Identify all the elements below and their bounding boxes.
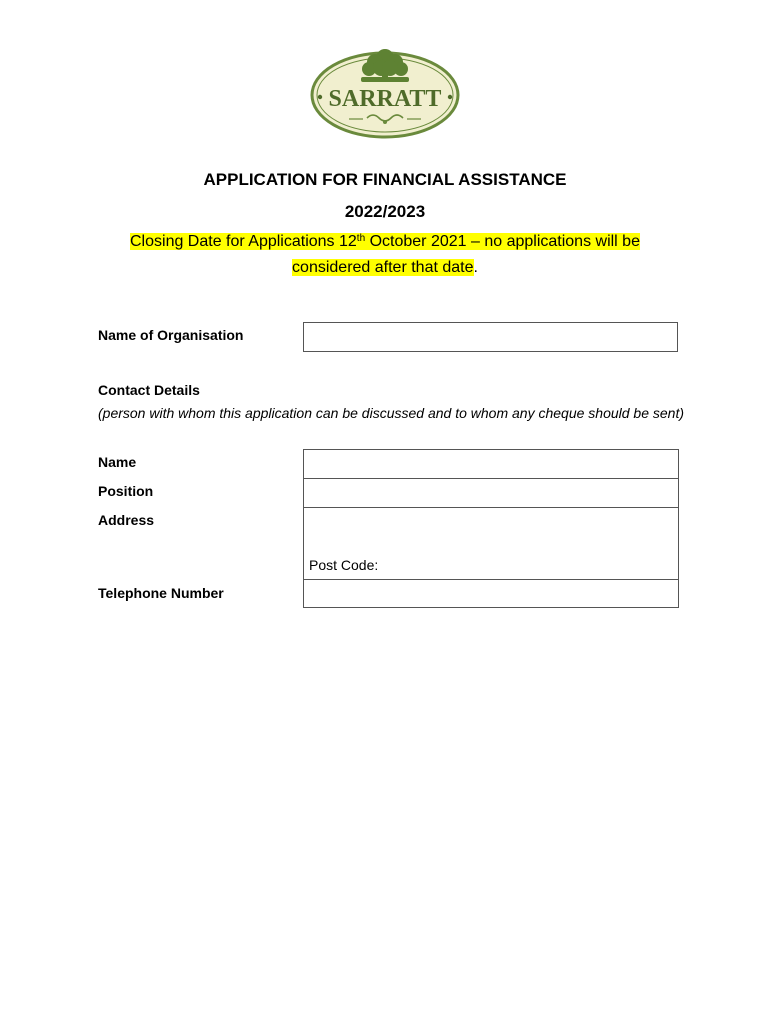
year-heading: 2022/2023: [344, 202, 426, 221]
telephone-label: Telephone Number: [98, 585, 224, 601]
contact-details-note: (person with whom this application can be discussed and to whom any cheque should be sent): [98, 405, 685, 421]
logo-text: SARRATT: [328, 86, 442, 112]
postcode-label: Post Code:: [309, 557, 379, 573]
closing-text-part1: Closing Date for Applications 12: [130, 233, 357, 250]
name-field[interactable]: [304, 450, 679, 479]
closing-date-notice: [90, 229, 680, 281]
name-label: Name: [98, 454, 137, 470]
page-title: APPLICATION FOR FINANCIAL ASSISTANCE: [203, 170, 567, 189]
highlighted-closing-text: [130, 233, 640, 276]
position-label: Position: [98, 483, 154, 499]
address-label: Address: [98, 512, 155, 528]
closing-text-superscript: th: [356, 233, 366, 244]
closing-text-part2: October 2021 – no applications will be considered after that date: [292, 233, 640, 276]
position-field[interactable]: [304, 479, 679, 508]
contact-details-table: [303, 449, 679, 608]
sarratt-logo: [309, 44, 461, 140]
closing-text-period: .: [473, 259, 478, 276]
organisation-label: Name of Organisation: [98, 327, 244, 343]
telephone-field[interactable]: [304, 580, 679, 608]
organisation-field[interactable]: [303, 322, 678, 352]
contact-details-heading: Contact Details: [98, 382, 200, 398]
